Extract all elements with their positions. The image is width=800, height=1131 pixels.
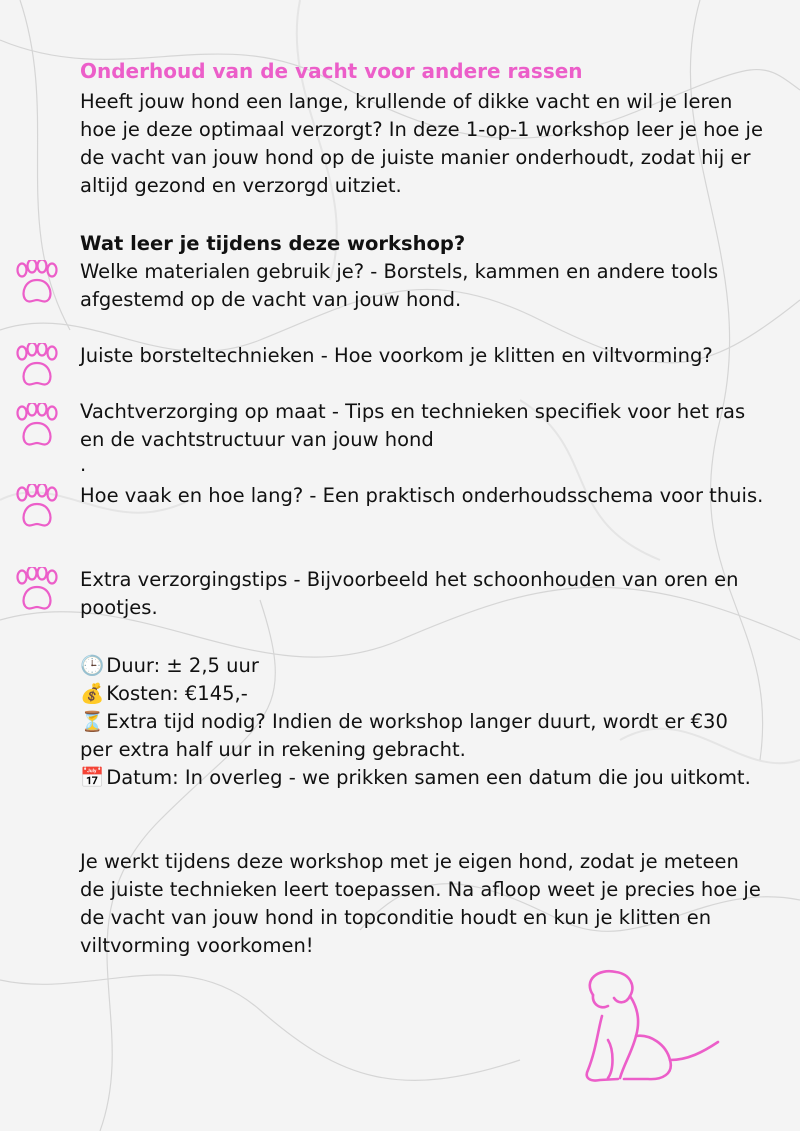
intro-paragraph: Heeft jouw hond een lange, krullende of dikke vacht en wil je leren hoe je deze optimaal verzorgt? In deze 1-op-1 workshop leer je hoe je de vacht van jouw hond op de juiste manier onderhoudt, zodat hij er altijd gezond en verzorgd uitziet. xyxy=(80,90,763,197)
list-item: Vachtverzorging op maat - Tips en technieken specifiek voor het ras en de vachtstructuur van jouw hond xyxy=(80,400,746,451)
list-item: Welke materialen gebruik je? - Borstels, kammen en andere tools afgestemd op de vacht van jouw hond. xyxy=(80,260,719,311)
duration-text: Duur: ± 2,5 uur xyxy=(106,654,259,677)
paw-icon xyxy=(12,484,62,530)
paw-icon xyxy=(12,343,62,389)
paw-icon xyxy=(12,260,62,306)
cost-text: Kosten: €145,- xyxy=(106,682,248,705)
hourglass-icon: ⏳ xyxy=(80,710,105,733)
money-bag-icon: 💰 xyxy=(80,682,105,705)
list-item: Juiste borsteltechnieken - Hoe voorkom je klitten en viltvorming? xyxy=(80,344,713,367)
paw-icon xyxy=(12,403,62,449)
closing-paragraph: Je werkt tijdens deze workshop met je eigen hond, zodat je meteen de juiste technieken leert toepassen. Na afloop weet je precies hoe je de vacht van jouw hond in topconditie houdt en kun je klitten en viltvorming voorkomen! xyxy=(80,850,761,957)
cost-line xyxy=(80,680,765,708)
date-text: Datum: In overleg - we prikken samen een datum die jou uitkomt. xyxy=(106,766,751,789)
date-line xyxy=(80,764,765,792)
calendar-icon: 📅 xyxy=(80,766,105,789)
list-item: Extra verzorgingstips - Bijvoorbeeld het schoonhouden van oren en pootjes. xyxy=(80,568,739,619)
extra-time-line xyxy=(80,708,765,764)
duration-line xyxy=(80,652,765,680)
page-title: Onderhoud van de vacht voor andere rassen xyxy=(80,59,583,83)
section-heading: Wat leer je tijdens deze workshop? xyxy=(80,232,466,255)
stray-dot: . xyxy=(80,453,87,476)
paw-icon xyxy=(12,567,62,613)
extra-time-text: Extra tijd nodig? Indien de workshop langer duurt, wordt er €30 per extra half uur in rekening gebracht. xyxy=(80,710,728,761)
dog-line-art-icon xyxy=(578,960,728,1090)
clock-icon: 🕒 xyxy=(80,654,105,677)
list-item: Hoe vaak en hoe lang? - Een praktisch onderhoudsschema voor thuis. xyxy=(80,484,764,507)
